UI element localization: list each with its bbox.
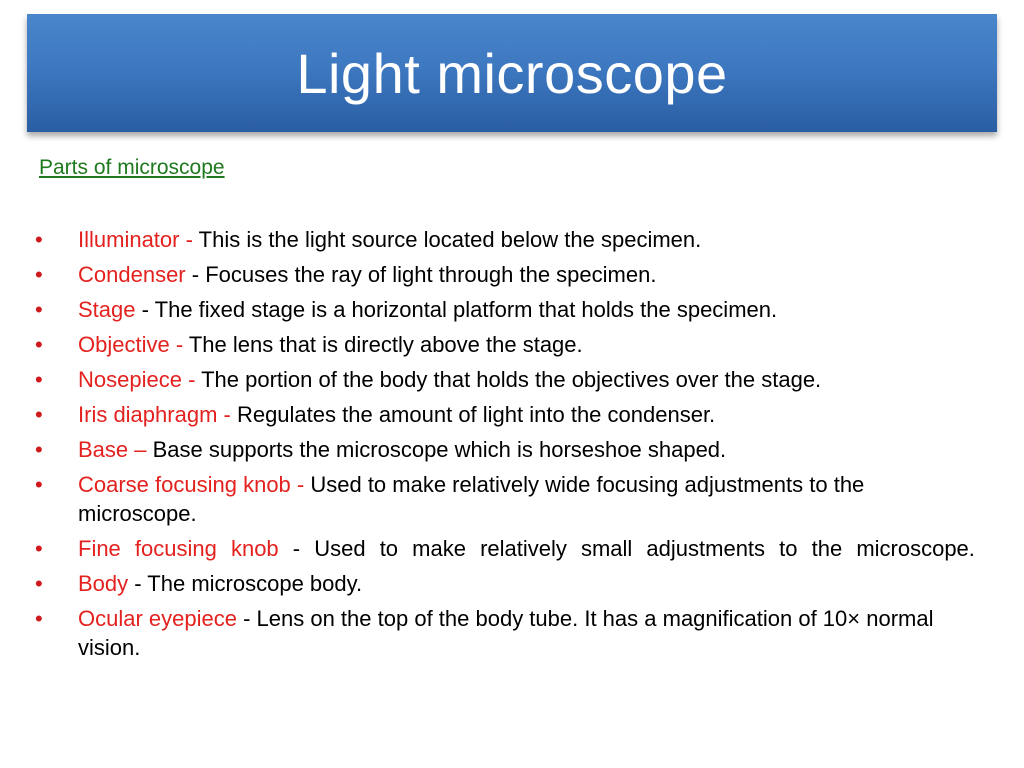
bullet-icon: • xyxy=(35,227,43,252)
bullet-icon: • xyxy=(35,402,43,427)
term-nosepiece: Nosepiece - xyxy=(78,367,202,392)
list-item xyxy=(35,330,985,359)
bullet-icon: • xyxy=(35,367,43,392)
list-item xyxy=(35,400,985,429)
bullet-icon: • xyxy=(35,571,43,596)
bullet-icon: • xyxy=(35,297,43,322)
desc-iris-diaphragm: Regulates the amount of light into the condenser. xyxy=(236,402,716,427)
list-item xyxy=(35,295,985,324)
term-base: Base – xyxy=(78,437,153,462)
desc-ocular-eyepiece: - Lens on the top of the body tube. It has a magnification of 10× normal vision. xyxy=(78,606,934,660)
desc-base: Base supports the microscope which is horseshoe shaped. xyxy=(152,437,727,462)
term-stage: Stage xyxy=(78,297,136,322)
desc-condenser: - Focuses the ray of light through the specimen. xyxy=(185,262,657,287)
term-fine-focusing-knob: Fine focusing knob xyxy=(78,536,279,561)
desc-objective: The lens that is directly above the stage. xyxy=(188,332,583,357)
list-item xyxy=(35,470,985,528)
desc-stage: - The fixed stage is a horizontal platform that holds the specimen. xyxy=(135,297,778,322)
title-banner xyxy=(27,14,997,132)
term-objective: Objective - xyxy=(78,332,189,357)
bullet-icon: • xyxy=(35,536,43,561)
desc-nosepiece: The portion of the body that holds the objectives over the stage. xyxy=(201,367,822,392)
parts-list xyxy=(35,225,985,668)
bullet-icon: • xyxy=(35,472,43,497)
list-item xyxy=(35,569,985,598)
subheading: Parts of microscope xyxy=(39,156,225,179)
desc-fine-focusing-knob: - Used to make relatively small adjustments to the microscope. xyxy=(278,536,975,561)
term-coarse-focusing-knob: Coarse focusing knob - xyxy=(78,472,311,497)
list-item xyxy=(35,604,985,662)
term-condenser: Condenser xyxy=(78,262,186,287)
list-item xyxy=(35,435,985,464)
term-iris-diaphragm: Iris diaphragm - xyxy=(78,402,237,427)
list-item xyxy=(35,534,985,563)
desc-body: - The microscope body. xyxy=(128,571,363,596)
bullet-icon: • xyxy=(35,332,43,357)
bullet-icon: • xyxy=(35,262,43,287)
bullet-icon: • xyxy=(35,606,43,631)
term-ocular-eyepiece: Ocular eyepiece xyxy=(78,606,237,631)
slide-title: Light microscope xyxy=(296,41,728,105)
desc-coarse-focusing-knob: Used to make relatively wide focusing adjustments to the microscope. xyxy=(78,472,865,526)
list-item xyxy=(35,365,985,394)
term-illuminator: Illuminator - xyxy=(78,227,199,252)
list-item xyxy=(35,260,985,289)
list-item xyxy=(35,225,985,254)
bullet-icon: • xyxy=(35,437,43,462)
term-body: Body xyxy=(78,571,129,596)
desc-illuminator: This is the light source located below the specimen. xyxy=(198,227,702,252)
